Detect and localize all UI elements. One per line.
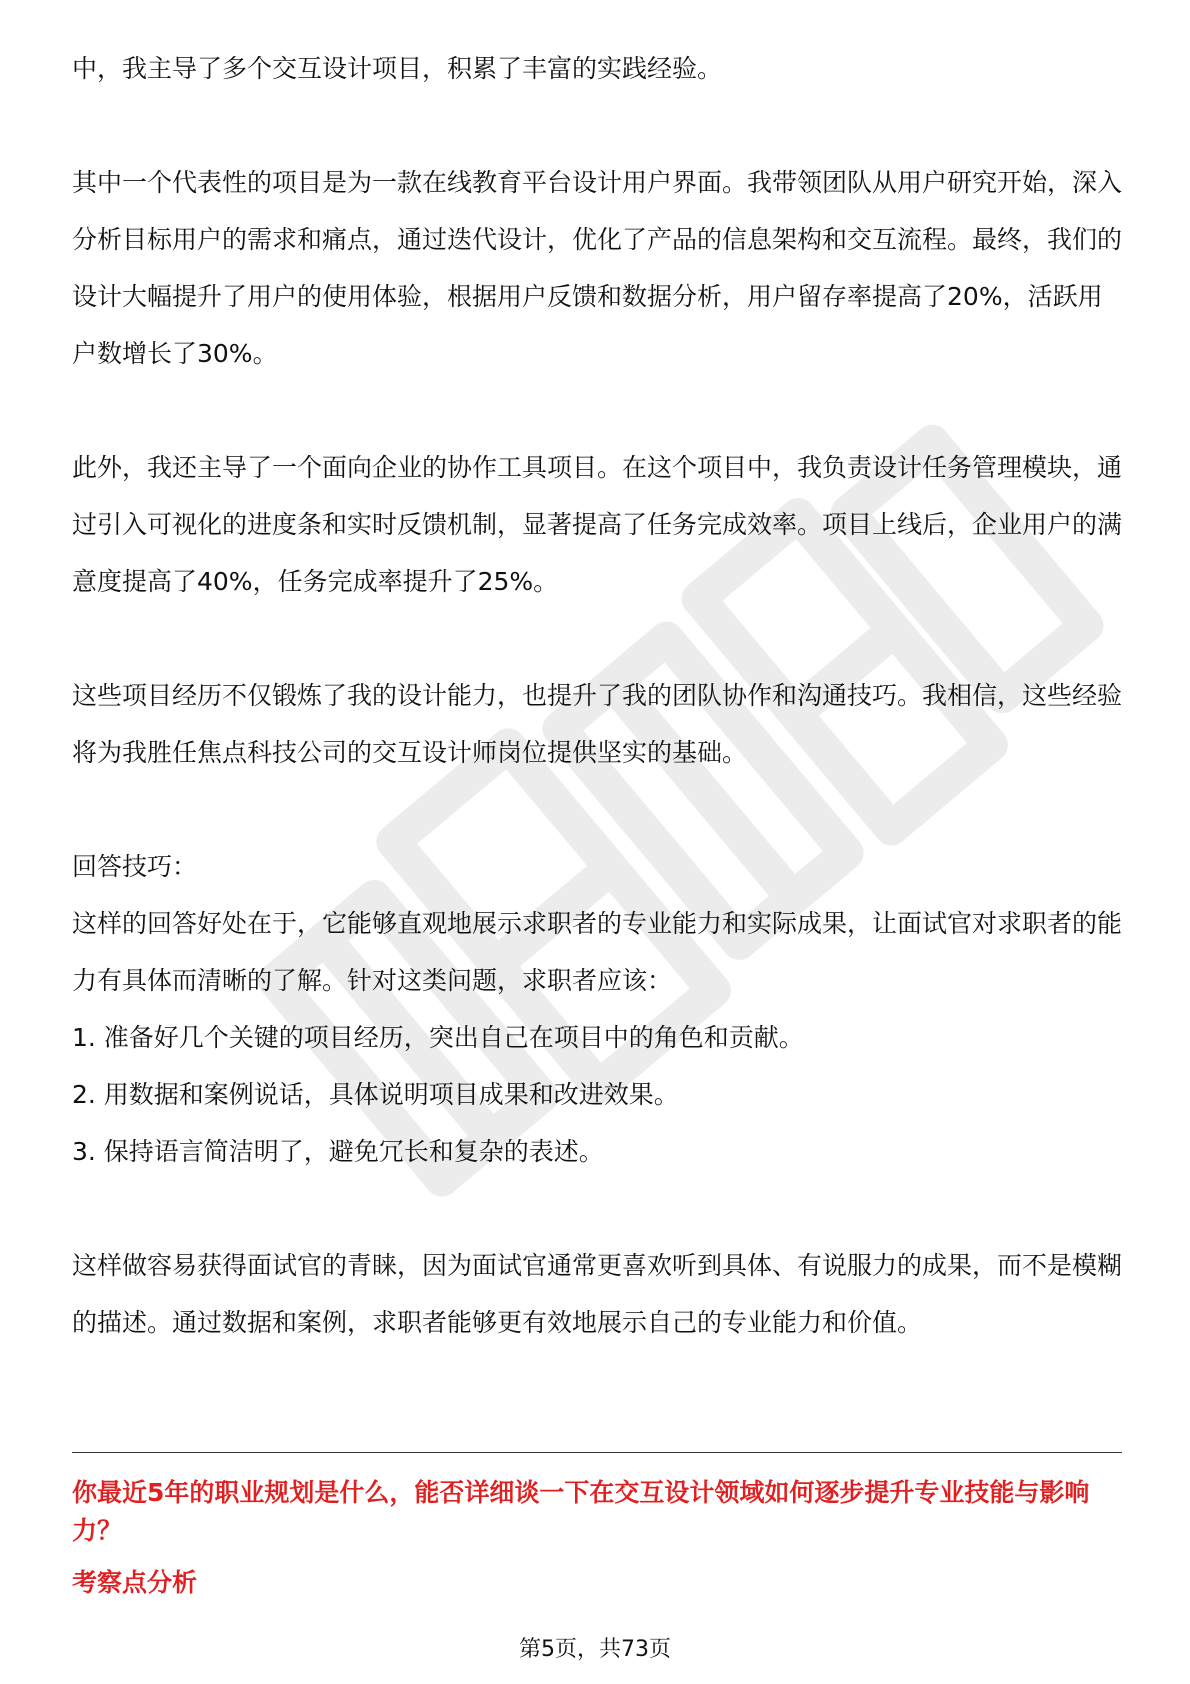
page-footer: 第5页，共73页 bbox=[519, 1637, 671, 1662]
tips-item-2: 2. 用数据和案例说话，具体说明项目成果和改进效果。 bbox=[72, 1080, 679, 1109]
paragraph-summary: 这些项目经历不仅锻炼了我的设计能力，也提升了我的团队协作和沟通技巧。我相信，这些经验将为我胜任焦点科技公司的交互设计师岗位提供坚实的基础。 bbox=[72, 681, 1123, 767]
tips-item-3: 3. 保持语言简洁明了，避免冗长和复杂的表述。 bbox=[72, 1137, 604, 1166]
tips-item-1: 1. 准备好几个关键的项目经历，突出自己在项目中的角色和贡献。 bbox=[72, 1023, 804, 1052]
next-question-heading: 你最近5年的职业规划是什么，能否详细谈一下在交互设计领域如何逐步提升专业技能与影响力？ bbox=[72, 1478, 1090, 1545]
analysis-subheading: 考察点分析 bbox=[72, 1568, 198, 1597]
paragraph-collaboration-project: 此外，我还主导了一个面向企业的协作工具项目。在这个项目中，我负责设计任务管理模块，通过引入可视化的进度条和实时反馈机制，显著提高了任务完成效率。项目上线后，企业用户的满意度提高了40%，任务完成率提升了25%。 bbox=[72, 453, 1123, 596]
body-content bbox=[72, 40, 1122, 1351]
tips-heading: 回答技巧： bbox=[72, 852, 198, 881]
paragraph-education-project: 其中一个代表性的项目是为一款在线教育平台设计用户界面。我带领团队从用户研究开始，深入分析目标用户的需求和痛点，通过迭代设计，优化了产品的信息架构和交互流程。最终，我们的设计大幅提升了用户的使用体验，根据用户反馈和数据分析，用户留存率提高了20%，活跃用户数增长了30%。 bbox=[72, 168, 1123, 368]
paragraph-intro-continued: 中，我主导了多个交互设计项目，积累了丰富的实践经验。 bbox=[72, 54, 723, 83]
tips-intro: 这样的回答好处在于，它能够直观地展示求职者的专业能力和实际成果，让面试官对求职者的能力有具体而清晰的了解。针对这类问题，求职者应该： bbox=[72, 909, 1123, 995]
section-divider bbox=[72, 1452, 1122, 1453]
tips-conclusion: 这样做容易获得面试官的青睐，因为面试官通常更喜欢听到具体、有说服力的成果，而不是模糊的描述。通过数据和案例，求职者能够更有效地展示自己的专业能力和价值。 bbox=[72, 1251, 1123, 1337]
